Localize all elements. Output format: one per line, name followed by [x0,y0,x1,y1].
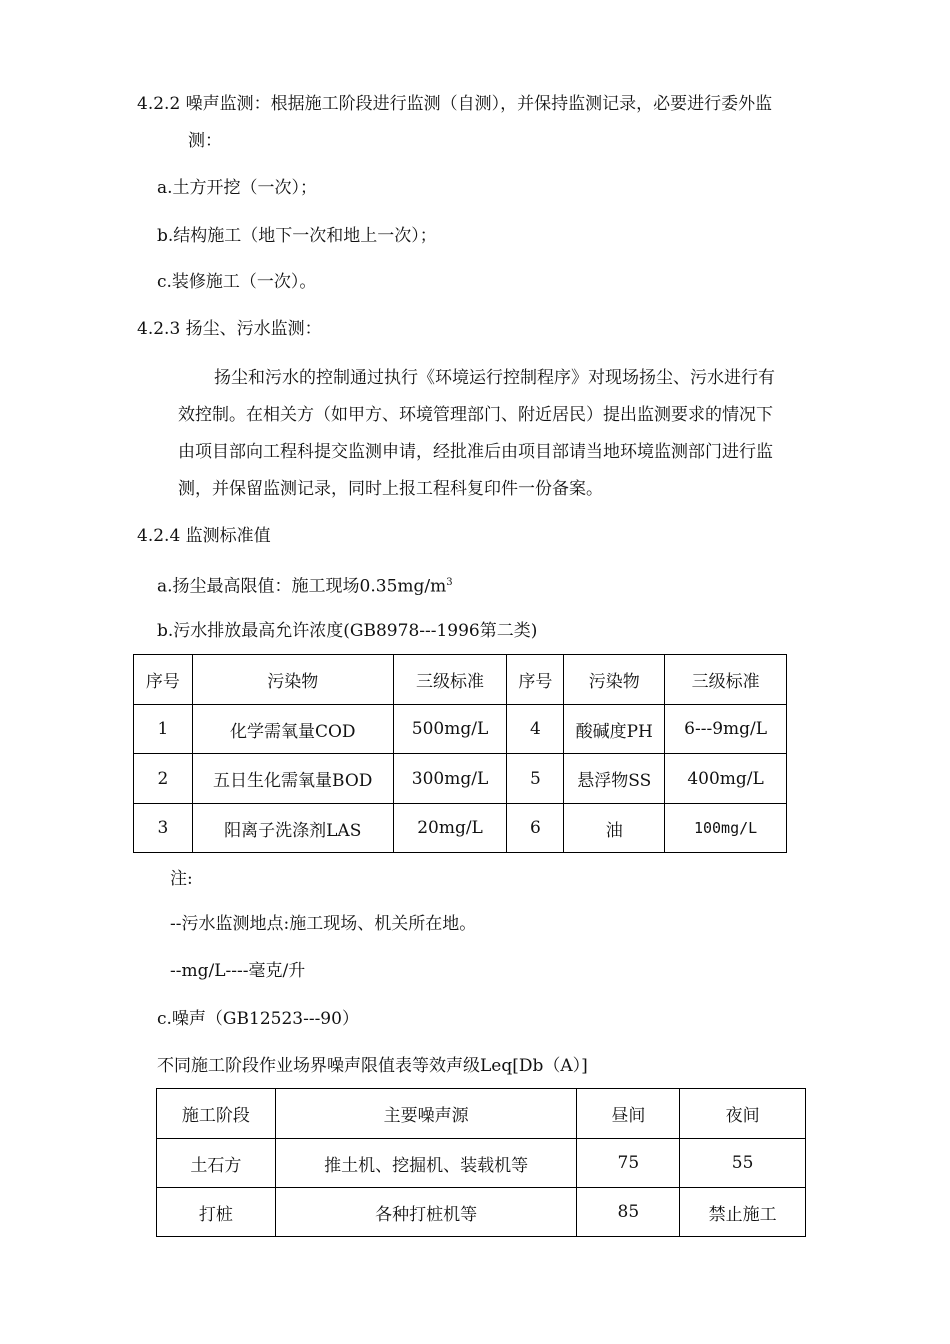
table-cell: 4 [507,705,564,754]
paragraph-line-4: 测，并保留监测记录，同时上报工程科复印件一份备案。 [178,479,603,499]
note-label: 注: [170,869,193,889]
table-cell: 油 [564,804,665,853]
table-cell: 3 [134,804,193,853]
table-cell: 酸碱度PH [564,705,665,754]
table-cell: 化学需氧量COD [192,705,393,754]
table-row [134,705,787,754]
table-cell: 悬浮物SS [564,754,665,804]
table-row [157,1188,806,1237]
table-cell: 75 [577,1139,680,1188]
header-cell: 施工阶段 [157,1089,276,1139]
section-4-2-4-title: 4.2.4 监测标准值 [137,526,271,546]
paragraph-line-2: 效控制。在相关方（如甲方、环境管理部门、附近居民）提出监测要求的情况下 [178,405,773,425]
table-cell: 5 [507,754,564,804]
table-cell: 禁止施工 [680,1188,806,1237]
list-item-c: c.装修施工（一次）。 [157,272,317,292]
table-cell: 6---9mg/L [665,705,787,754]
list-item-b: b.结构施工（地下一次和地上一次）； [157,226,437,246]
header-cell: 夜间 [680,1089,806,1139]
table-cell: 2 [134,754,193,804]
water-discharge-table [133,654,787,853]
noise-standard-title: c.噪声（GB12523---90） [157,1009,359,1029]
table-cell: 55 [680,1139,806,1188]
table-row [134,754,787,804]
paragraph-line-3: 由项目部向工程科提交监测申请，经批准后由项目部请当地环境监测部门进行监 [178,442,773,462]
noise-limit-table [156,1088,806,1237]
header-cell: 污染物 [564,655,665,705]
table-cell: 土石方 [157,1139,276,1188]
header-cell: 三级标准 [665,655,787,705]
noise-table-caption: 不同施工阶段作业场界噪声限值表等效声级Leq[Db（A）] [157,1056,588,1076]
dust-limit-line [157,572,453,598]
table-cell: 400mg/L [665,754,787,804]
note-location: --污水监测地点:施工现场、机关所在地。 [170,914,477,934]
header-cell: 污染物 [192,655,393,705]
table-cell: 各种打桩机等 [275,1188,577,1237]
table-row [134,804,787,853]
table-header-row [134,655,787,705]
table-cell: 85 [577,1188,680,1237]
note-unit: --mg/L----毫克/升 [170,961,306,981]
table-row [157,1139,806,1188]
paragraph-line-1: 扬尘和污水的控制通过执行《环境运行控制程序》对现场扬尘、污水进行有 [214,368,775,388]
table-cell: 6 [507,804,564,853]
table-cell: 500mg/L [393,705,507,754]
table-cell: 五日生化需氧量BOD [192,754,393,804]
table-cell: 100mg/L [665,804,787,853]
water-standard-title: b.污水排放最高允许浓度(GB8978---1996第二类) [157,621,538,641]
header-cell: 昼间 [577,1089,680,1139]
dust-limit-superscript: 3 [446,577,453,588]
header-cell: 主要噪声源 [275,1089,577,1139]
section-4-2-2-line1: 4.2.2 噪声监测：根据施工阶段进行监测（自测），并保持监测记录，必要进行委外监 [137,94,773,114]
header-cell: 序号 [507,655,564,705]
dust-limit-text: a.扬尘最高限值：施工现场0.35mg/m [157,576,447,597]
header-cell: 序号 [134,655,193,705]
table-header-row [157,1089,806,1139]
list-item-a: a.土方开挖（一次）； [157,178,318,198]
section-4-2-3-title: 4.2.3 扬尘、污水监测： [137,319,322,339]
table-cell: 推土机、挖掘机、装载机等 [275,1139,577,1188]
table-cell: 300mg/L [393,754,507,804]
section-4-2-2-line2: 测： [188,131,222,151]
table-cell: 20mg/L [393,804,507,853]
table-cell: 阳离子洗涤剂LAS [192,804,393,853]
table-cell: 1 [134,705,193,754]
header-cell: 三级标准 [393,655,507,705]
table-cell: 打桩 [157,1188,276,1237]
